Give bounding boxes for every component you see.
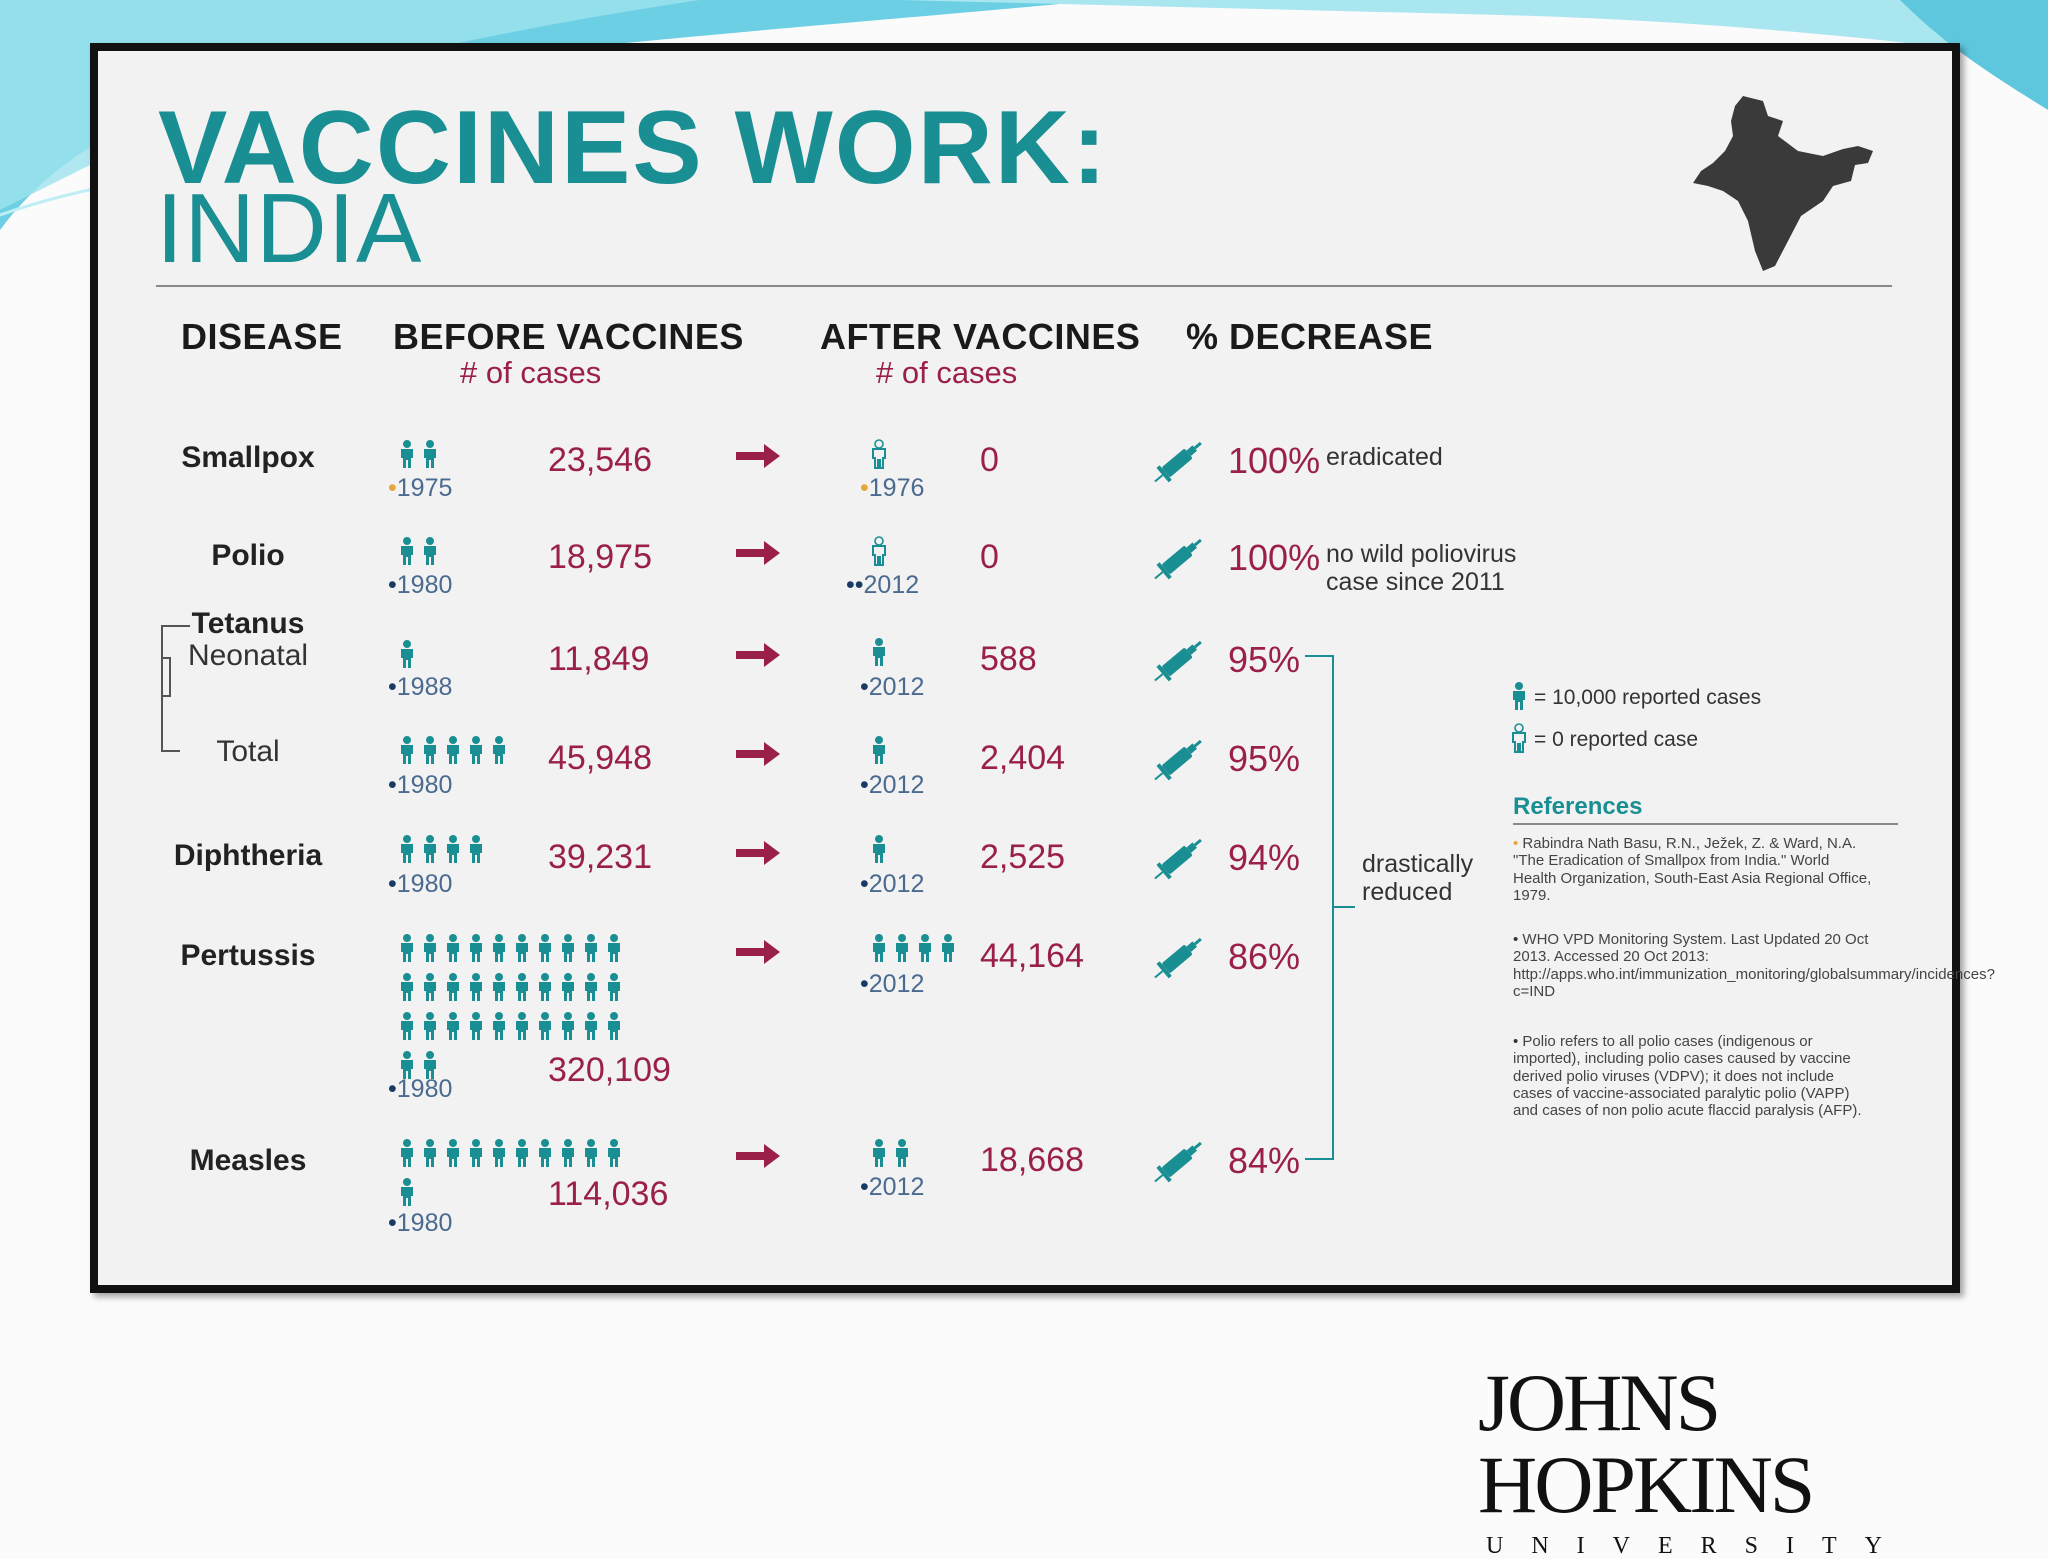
person-icon: [870, 933, 888, 968]
person-icon: [513, 933, 531, 968]
syringe-icon: [1148, 729, 1210, 796]
disease-pertussis: Pertussis: [180, 939, 316, 972]
person-filled-icon: [1510, 681, 1528, 716]
person-icon: [490, 1011, 508, 1046]
person-icon: [513, 1011, 531, 1046]
after-year-measles: •2012: [860, 1173, 925, 1201]
pct-tetanus-total: 95%: [1228, 738, 1301, 779]
person-icon: [398, 1177, 416, 1212]
note-smallpox: eradicated: [1326, 443, 1443, 471]
title-line2: INDIA: [156, 173, 423, 283]
person-icon: [939, 933, 957, 968]
person-icon: [398, 1138, 416, 1173]
person-icon: [467, 1138, 485, 1173]
person-icon: [398, 536, 416, 571]
person-icon: [513, 972, 531, 1007]
person-icon: [605, 1138, 623, 1173]
person-icon: [444, 735, 462, 770]
after-cases-pertussis: 44,164: [980, 937, 1084, 975]
person-icon: [421, 536, 439, 571]
before-cases-diphtheria: 39,231: [548, 838, 652, 876]
person-icon: [398, 972, 416, 1007]
header-before-sub: # of cases: [460, 355, 602, 390]
person-icon: [893, 933, 911, 968]
person-icon: [421, 735, 439, 770]
person-icon: [467, 834, 485, 869]
bracket-label: drastically reduced: [1362, 850, 1474, 906]
disease-smallpox: Smallpox: [181, 441, 315, 474]
pct-diphtheria: 94%: [1228, 837, 1301, 878]
legend-outline-text: = 0 reported case: [1534, 728, 1699, 751]
jhu-logo-line1: JOHNS HOPKINS: [1478, 1357, 1813, 1530]
before-year-tetanus-neonatal: •1988: [388, 673, 453, 701]
disease-tetanus: Tetanus: [191, 607, 305, 640]
person-icon: [467, 735, 485, 770]
before-cases-tetanus-total: 45,948: [548, 739, 652, 777]
pct-measles: 84%: [1228, 1140, 1301, 1181]
before-year-pertussis: •1980: [388, 1075, 453, 1103]
pct-pertussis: 86%: [1228, 936, 1301, 977]
person-outline-icon: [870, 536, 888, 571]
person-icon: [916, 933, 934, 968]
legend-filled-text: = 10,000 reported cases: [1534, 686, 1762, 709]
arrow-icon: [736, 937, 782, 967]
after-year-smallpox: •1976: [860, 474, 925, 502]
person-icon: [536, 1011, 554, 1046]
person-icon: [421, 1138, 439, 1173]
person-icon: [398, 933, 416, 968]
before-cases-polio: 18,975: [548, 538, 652, 576]
person-icon: [444, 933, 462, 968]
jhu-logo-line2: UNIVERSITY: [1486, 1533, 1910, 1559]
person-icon: [398, 834, 416, 869]
person-icon: [490, 933, 508, 968]
person-icon: [559, 972, 577, 1007]
person-icon: [444, 1138, 462, 1173]
person-outline-icon: [870, 439, 888, 474]
person-icon: [559, 1011, 577, 1046]
person-icon: [467, 972, 485, 1007]
person-icon: [605, 933, 623, 968]
person-icon: [421, 439, 439, 474]
before-year-measles: •1980: [388, 1209, 453, 1237]
person-icon: [444, 834, 462, 869]
note-polio: no wild poliovirus case since 2011: [1326, 540, 1517, 596]
disease-tetanus-neonatal: Neonatal: [187, 639, 309, 672]
arrow-icon: [736, 640, 782, 670]
reference-3: • Polio refers to all polio cases (indigenous or imported), including polio cases caused by vaccine derived polio viruses (VDPV); it does not include cases of vaccine-associated paralytic polio (VAPP) and cases of non polio acute flaccid paralysis (AFP).: [1513, 1033, 1862, 1119]
after-cases-smallpox: 0: [980, 441, 999, 479]
header-before: BEFORE VACCINES: [393, 316, 744, 357]
before-cases-tetanus-neonatal: 11,849: [548, 640, 650, 678]
person-outline-icon: [1510, 723, 1528, 758]
before-year-diphtheria: •1980: [388, 870, 453, 898]
syringe-icon: [1148, 528, 1210, 595]
arrow-icon: [736, 441, 782, 471]
person-icon: [421, 834, 439, 869]
person-icon: [490, 735, 508, 770]
after-cases-diphtheria: 2,525: [980, 838, 1066, 876]
india-map-icon: [1683, 91, 1883, 281]
disease-polio: Polio: [211, 539, 285, 572]
person-icon: [536, 1138, 554, 1173]
person-icon: [490, 972, 508, 1007]
syringe-icon: [1148, 1131, 1210, 1198]
before-cases-pertussis: 320,109: [548, 1051, 671, 1089]
after-year-diphtheria: •2012: [860, 870, 925, 898]
person-icon: [536, 933, 554, 968]
arrow-icon: [736, 739, 782, 769]
person-icon: [605, 1011, 623, 1046]
person-icon: [467, 1011, 485, 1046]
person-icon: [870, 637, 888, 672]
syringe-icon: [1148, 828, 1210, 895]
header-after: AFTER VACCINES: [820, 316, 1141, 357]
title-divider: [156, 285, 1892, 287]
reduced-bracket: [1303, 651, 1363, 1166]
after-cases-measles: 18,668: [980, 1141, 1084, 1179]
person-icon: [582, 1138, 600, 1173]
person-icon: [467, 933, 485, 968]
person-icon: [559, 1138, 577, 1173]
disease-measles: Measles: [189, 1144, 307, 1177]
after-year-polio: ••2012: [846, 571, 920, 599]
after-year-tetanus-neonatal: •2012: [860, 673, 925, 701]
person-icon: [444, 1011, 462, 1046]
after-cases-tetanus-neonatal: 588: [980, 640, 1037, 678]
header-after-sub: # of cases: [876, 355, 1018, 390]
person-icon: [421, 972, 439, 1007]
reference-1: • Rabindra Nath Basu, R.N., Ježek, Z. & Ward, N.A. "The Eradication of Smallpox from India." World Health Organization, South-East Asia Regional Office, 1979.: [1513, 835, 1872, 904]
pct-tetanus-neonatal: 95%: [1228, 639, 1301, 680]
person-icon: [421, 1011, 439, 1046]
syringe-icon: [1148, 927, 1210, 994]
header-disease: DISEASE: [181, 316, 343, 357]
person-icon: [582, 1011, 600, 1046]
jhu-logo: [1478, 1357, 2048, 1559]
person-icon: [582, 972, 600, 1007]
before-year-tetanus-total: •1980: [388, 771, 453, 799]
person-icon: [605, 972, 623, 1007]
disease-diphtheria: Diphtheria: [173, 839, 323, 872]
person-icon: [559, 933, 577, 968]
after-year-pertussis: •2012: [860, 970, 925, 998]
syringe-icon: [1148, 630, 1210, 697]
person-icon: [398, 1011, 416, 1046]
after-year-tetanus-total: •2012: [860, 771, 925, 799]
syringe-icon: [1148, 431, 1210, 498]
person-icon: [398, 735, 416, 770]
header-decrease: % DECREASE: [1186, 316, 1434, 357]
references-heading: References: [1513, 793, 1643, 820]
before-year-smallpox: •1975: [388, 474, 453, 502]
disease-tetanus-total: Total: [216, 735, 280, 768]
person-icon: [870, 735, 888, 770]
pct-polio: 100%: [1228, 537, 1321, 578]
person-icon: [398, 639, 416, 674]
after-cases-tetanus-total: 2,404: [980, 739, 1066, 777]
arrow-icon: [736, 838, 782, 868]
person-icon: [490, 1138, 508, 1173]
before-cases-smallpox: 23,546: [548, 441, 652, 479]
before-year-polio: •1980: [388, 571, 453, 599]
tetanus-bracket: [150, 621, 210, 761]
reference-2: • WHO VPD Monitoring System. Last Updated 20 Oct 2013. Accessed 20 Oct 2013: http://apps.who.int/immunization_monitoring/globalsummary/incidences?c=IND: [1513, 931, 1995, 1000]
pct-smallpox: 100%: [1228, 440, 1321, 481]
before-cases-measles: 114,036: [548, 1175, 669, 1213]
references-rule: [1513, 823, 1898, 825]
person-icon: [421, 933, 439, 968]
person-icon: [893, 1138, 911, 1173]
person-icon: [444, 972, 462, 1007]
after-cases-polio: 0: [980, 538, 999, 576]
person-icon: [513, 1138, 531, 1173]
infographic-card: [90, 43, 1995, 1293]
title-line1: VACCINES WORK:: [158, 90, 1109, 206]
person-icon: [870, 1138, 888, 1173]
person-icon: [536, 972, 554, 1007]
arrow-icon: [736, 1141, 782, 1171]
person-icon: [870, 834, 888, 869]
person-icon: [582, 933, 600, 968]
person-icon: [398, 439, 416, 474]
arrow-icon: [736, 538, 782, 568]
